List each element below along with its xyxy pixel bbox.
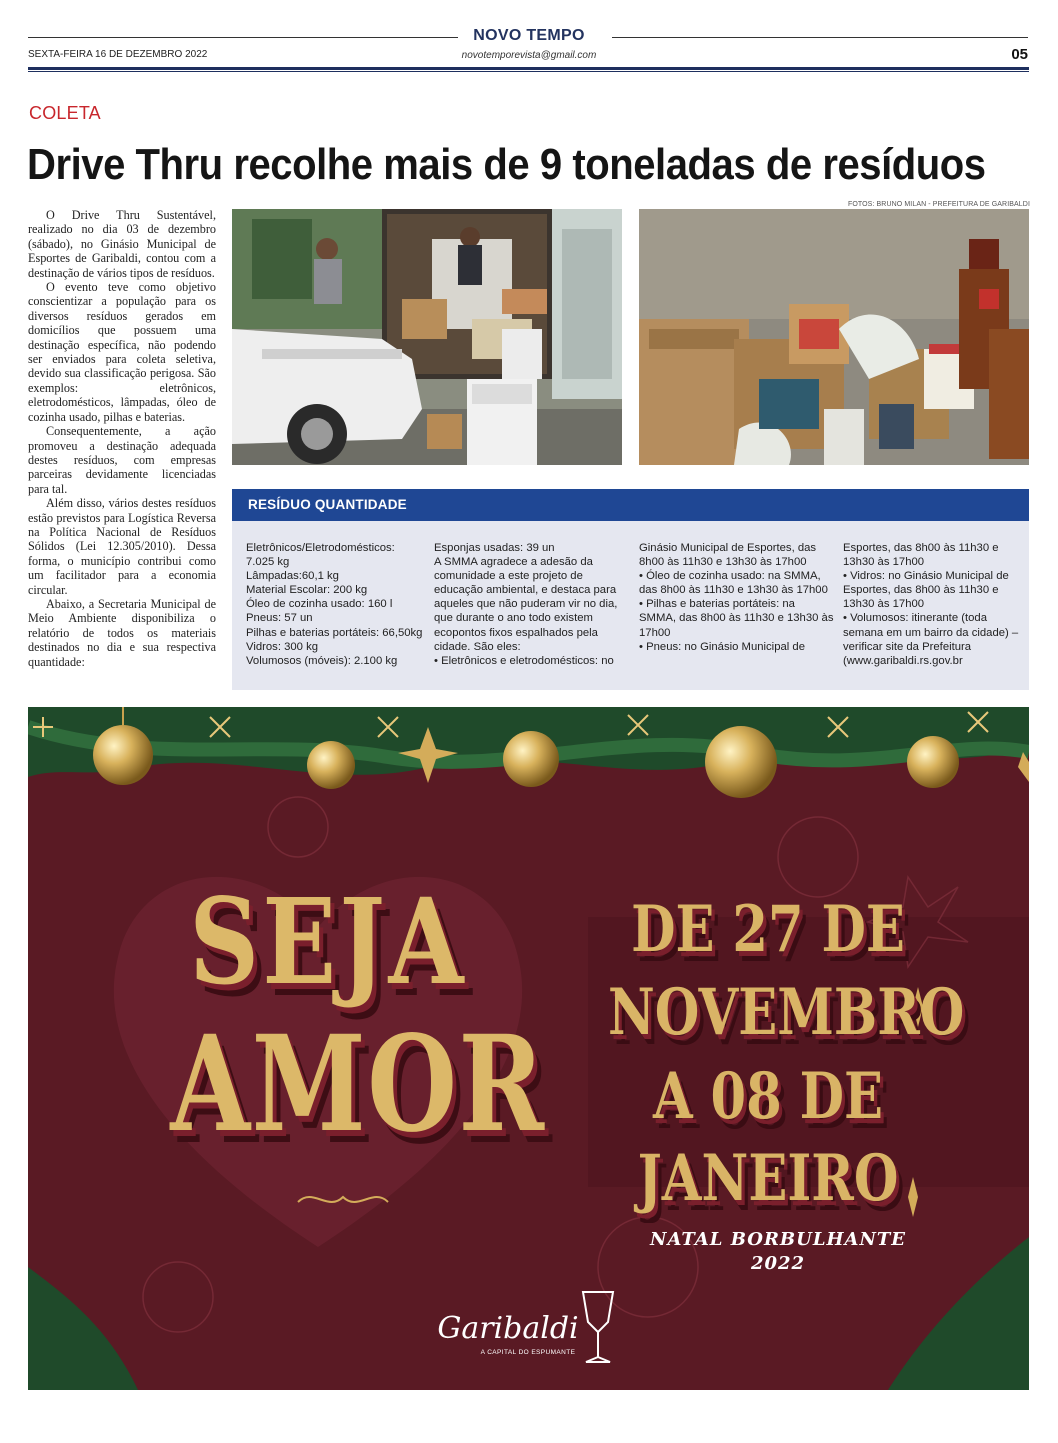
christmas-advertisement [28,707,1029,1390]
issue-date: SEXTA-FEIRA 16 DE DEZEMBRO 2022 [28,49,208,60]
list-item: • Volumosos: itinerante (toda semana em um bairro da cidade) – verificar site da Prefeitura (www.garibaldi.rs.gov.br [843,612,1019,667]
ecopoint-text-column [434,541,629,668]
list-item: Pneus: 57 un [246,612,313,625]
list-item: Óleo de cozinha usado: 160 l [246,598,393,611]
article-headline: Drive Thru recolhe mais de 9 toneladas de resíduos [27,140,986,189]
list-item: • Vidros: no Ginásio Municipal de Esportes, das 8h00 às 11h30 e 13h30 às 17h00 [843,570,1009,611]
logo-tagline: A CAPITAL DO ESPUMANTE [480,1349,576,1356]
section-label: COLETA [29,103,101,123]
list-item: Esponjas usadas: 39 un [434,542,555,554]
paragraph: Abaixo, a Secretaria Municipal de Meio Ambiente disponibiliza o relatório de todos os materiais destinados no dia e sua respectiva quantidade: [28,596,216,669]
list-item: Pilhas e baterias portáteis: 66,50kg [246,626,423,639]
list-item: Eletrônicos/Eletrodomésticos: 7.025 kg [246,542,395,569]
list-item: Vidros: 300 kg [246,640,319,653]
ecopoint-text-column [843,541,1023,668]
list-item: Material Escolar: 200 kg [246,584,368,597]
list-item: • Pilhas e baterias portáteis: na SMMA, das 8h00 às 11h30 e 13h30 às 17h00 [639,598,834,639]
ad-date-line: DE 27 DE [631,892,905,967]
ad-headline-amor: AMOR [170,1007,546,1162]
header-divider-thin [28,71,1029,72]
list-item: • Pneus: no Ginásio Municipal de [639,640,805,653]
paragraph: Além disso, vários destes resíduos estão previstos para Logística Reversa na Política Nacional de Resíduos Sólidos (Lei 12.305/2010). Dessa forma, o município contribui como um facilitador para a economia circular. [28,496,216,597]
photo-credit: FOTOS: BRUNO MILAN - PREFEITURA DE GARIBALDI [847,201,1030,208]
photo-collected-waste [639,209,1029,465]
header-divider [28,67,1029,70]
logo-wordmark: Garibaldi [437,1311,579,1346]
ad-headline-seja: SEJA [189,872,467,1011]
ad-event-name: NATAL BORBULHANTE [649,1229,907,1250]
paragraph: Consequentemente, a ação promoveu a destinação adequada destes resíduos, com empresas parceiras devidamente licenciadas para tal. [28,424,216,496]
ad-date-line: NOVEMBRO [608,975,965,1050]
ad-event-year: 2022 [750,1253,806,1274]
list-item: A SMMA agradece a adesão da comunidade a este projeto de educação ambiental, e destaca para aqueles que não puderam vir no dia, que durante o ano todo existem ecopontos fixos espalhados pela cidade. São eles: [434,556,618,653]
list-item: Lâmpadas:60,1 kg [246,570,339,583]
waste-list-column [246,541,426,668]
ad-date-line: JANEIRO [637,1141,899,1216]
list-item: • Óleo de cozinha usado: na SMMA, das 8h00 às 11h30 e 13h30 às 17h00 [639,570,828,597]
list-item: Volumosos (móveis): 2.100 kg [246,654,398,667]
ecopoint-text-column [639,541,834,654]
list-item: Ginásio Municipal de Esportes, das 8h00 às 11h30 e 13h30 às 17h00 [639,542,817,569]
page-number: 05 [1011,46,1028,63]
ad-date-line: A 08 DE [652,1059,884,1134]
paragraph: O evento teve como objetivo conscientizar a população para os diversos resíduos gerados em domicílios que possuem uma destinação específica, não podendo ser enviados para coleta seletiva, devido sua classificação perigosa. São exemplos: eletrônicos, eletrodomésticos, lâmpadas, óleo de cozinha usado, pilhas e baterias. [28,280,216,424]
paragraph: O Drive Thru Sustentável, realizado no dia 03 de dezembro (sábado), no Ginásio Municipal de Esportes de Garibaldi, contou com a destinação de vários tipos de resíduos. [28,208,216,280]
list-item: • Eletrônicos e eletrodomésticos: no [434,654,614,667]
photo-drive-thru-truck [232,209,622,465]
article-body [28,208,216,669]
list-item: Esportes, das 8h00 às 11h30 e 13h30 às 17h00 [843,542,999,569]
waste-table-title: RESÍDUO QUANTIDADE [248,497,407,512]
newspaper-name: NOVO TEMPO [473,27,585,44]
contact-email[interactable]: novotemporevista@gmail.com [461,50,597,61]
